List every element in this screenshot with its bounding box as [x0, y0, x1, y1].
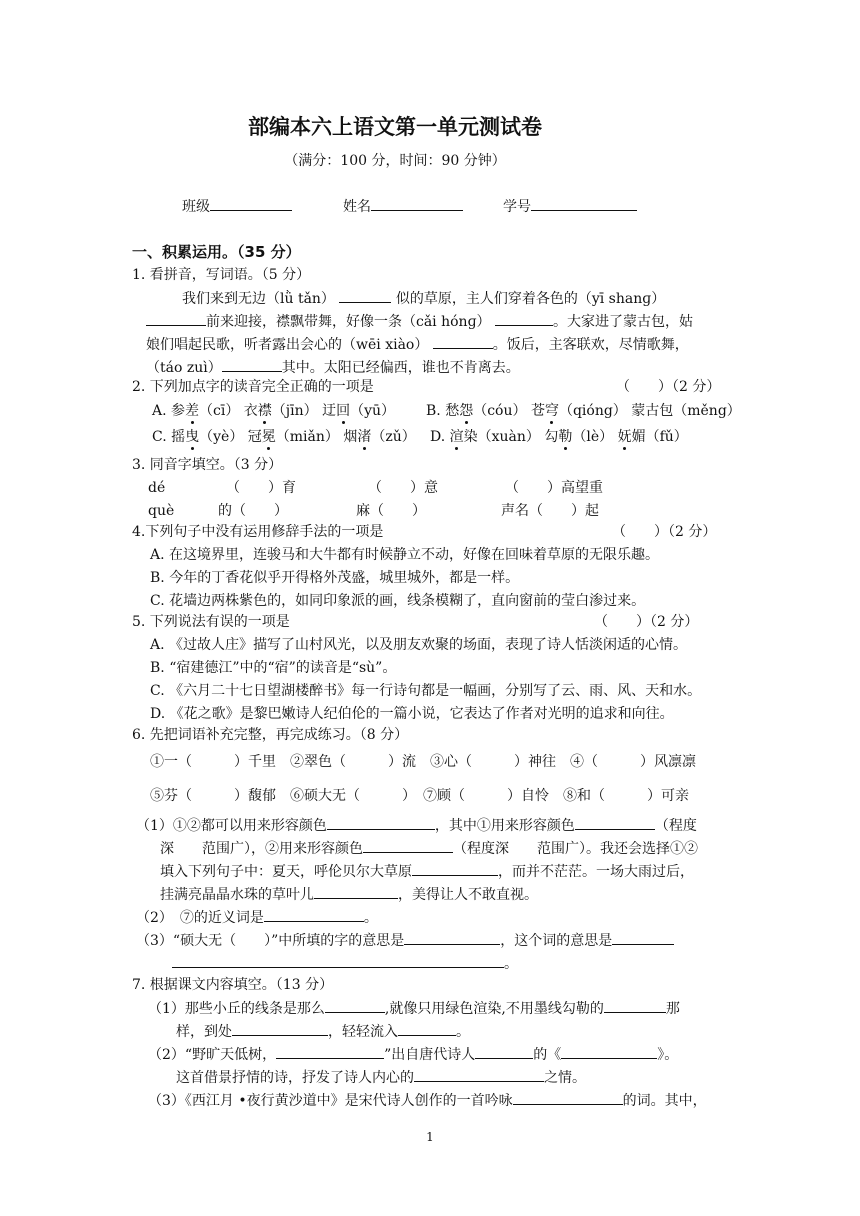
q7-item2-line2: 这首借景抒情的诗，抒发了诗人内心的 之情。	[176, 1067, 586, 1088]
q3-blank[interactable]: （ ）意	[368, 480, 438, 496]
q3-stem: 3. 同音字填空。（3 分）	[132, 457, 283, 473]
answer-blank[interactable]	[495, 311, 553, 326]
q6-sub3-line2: 。	[172, 953, 518, 974]
page-subtitle: （满分：100 分，时间：90 分钟）	[284, 153, 506, 169]
answer-blank[interactable]	[264, 907, 364, 922]
q2-option-d[interactable]: D. 渲染（xuàn） 勾勒（lè） 妩媚（fǔ）	[430, 429, 688, 445]
answer-blank[interactable]	[172, 953, 504, 968]
answer-blank[interactable]	[314, 884, 398, 899]
answer-blank[interactable]	[561, 1044, 657, 1059]
q6-sub1-line1: （1）①②都可以用来形容颜色 ，其中①用来形容颜色 （程度	[136, 815, 697, 836]
q7-item2-line1: （2）“野旷天低树， ”出自唐代诗人 的《 》。	[148, 1044, 678, 1065]
q4-option-a[interactable]: A. 在这境界里，连骏马和大牛都有时候静立不动，好像在回味着草原的无限乐趣。	[150, 547, 660, 563]
q5-option-a[interactable]: A. 《过故人庄》描写了山村风光，以及朋友欢聚的场面，表现了诗人恬淡闲适的心情。	[150, 637, 688, 653]
q6-sub1-line3: 填入下列句子中：夏天，呼伦贝尔大草原 ，而并不茫茫。一场大雨过后，	[160, 861, 694, 882]
q7-item1-line1: （1）那些小丘的线条是那么 ,就像只用绿色渲染,不用墨线勾勒的 那	[148, 998, 680, 1019]
q5-answer-slot[interactable]: （ ）（2 分）	[594, 614, 699, 630]
q3-blank[interactable]: 麻（ ）	[356, 503, 426, 519]
answer-blank[interactable]	[612, 930, 674, 945]
q6-sub3-line1: （3）“硕大无（ ）”中所填的字的意思是 ，这个词的意思是	[136, 930, 674, 951]
q7-item3-line1: （3）《西江月 •夜行黄沙道中》是宋代诗人创作的一首吟咏 的词。其中，	[148, 1090, 707, 1111]
answer-blank[interactable]	[325, 998, 385, 1013]
name-field[interactable]: 姓名	[343, 196, 463, 217]
q2-option-b[interactable]: B. 愁怨（cóu） 苍穹（qióng） 蒙古包（měng）	[426, 403, 741, 419]
section-heading: 一、积累运用。（35 分）	[132, 243, 301, 261]
answer-blank[interactable]	[327, 815, 435, 830]
q1-line1: 我们来到无边（lǜ tǎn） 似的草原，主人们穿着各色的（yī shanɡ）	[182, 288, 665, 309]
page-title: 部编本六上语文第一单元测试卷	[248, 115, 542, 139]
answer-blank[interactable]	[513, 1090, 623, 1105]
q7-stem: 7. 根据课文内容填空。（13 分）	[132, 977, 334, 993]
answer-blank[interactable]	[414, 1067, 544, 1082]
class-field[interactable]: 班级	[182, 196, 292, 217]
answer-blank[interactable]	[575, 815, 655, 830]
q4-stem: 4.下列句子中没有运用修辞手法的一项是	[132, 524, 384, 540]
q1-line3: 娘们唱起民歌，听者露出会心的（wēi xiào） 。饭后，主客联欢，尽情歌舞，	[146, 334, 689, 355]
q4-option-c[interactable]: C. 花墙边两株紫色的，如同印象派的画，线条模糊了，直向窗前的莹白渗过来。	[150, 593, 646, 609]
q5-option-c[interactable]: C. 《六月二十七日望湖楼醉书》每一行诗句都是一幅画，分别写了云、雨、风、天和水。	[150, 683, 702, 699]
q2-option-c[interactable]: C. 摇曳（yè） 冠冕（miǎn） 烟渚（zǔ）	[152, 429, 416, 445]
answer-blank[interactable]	[146, 311, 206, 326]
q6-sub1-line4: 挂满亮晶晶水珠的草叶儿 ，美得让人不敢直视。	[160, 884, 538, 905]
q4-answer-slot[interactable]: （ ）（2 分）	[612, 524, 717, 540]
answer-blank[interactable]	[475, 1044, 533, 1059]
answer-blank[interactable]	[604, 998, 666, 1013]
answer-blank[interactable]	[398, 1021, 456, 1036]
q5-option-b[interactable]: B. “宿建德江”中的“宿”的读音是“sù”。	[150, 660, 397, 676]
q1-line2: 前来迎接，襟飘带舞，好像一条（cǎi hónɡ） 。大家进了蒙古包，姑	[146, 311, 693, 332]
q2-stem: 2. 下列加点字的读音完全正确的一项是	[132, 379, 374, 395]
q6-stem: 6. 先把词语补充完整，再完成练习。（8 分）	[132, 727, 409, 743]
q6-row1[interactable]: ①一（ ）千里 ②翠色（ ）流 ③心（ ）神往 ④（ ）风凛凛	[150, 754, 696, 770]
q1-line4: （táo zuì） 其中。太阳已经偏西，谁也不肯离去。	[146, 357, 520, 378]
answer-blank[interactable]	[222, 357, 282, 372]
q1-stem: 1. 看拼音，写词语。（5 分）	[132, 267, 311, 283]
answer-blank[interactable]	[433, 334, 493, 349]
q3-blank[interactable]: 的（ ）	[218, 503, 288, 519]
q3-blank[interactable]: 声名（ ）起	[501, 503, 599, 519]
q2-answer-slot[interactable]: （ ）（2 分）	[616, 379, 721, 395]
answer-blank[interactable]	[412, 861, 498, 876]
q6-row2[interactable]: ⑤芬（ ）馥郁 ⑥硕大无（ ） ⑦顾（ ）自怜 ⑧和（ ）可亲	[150, 788, 689, 804]
answer-blank[interactable]	[363, 838, 453, 853]
q2-option-a[interactable]: A. 参差（cī） 衣襟（jīn） 迂回（yū）	[152, 403, 396, 419]
q3-blank[interactable]: （ ）高望重	[505, 480, 603, 496]
answer-blank[interactable]	[339, 288, 391, 303]
answer-blank[interactable]	[404, 930, 500, 945]
q3-blank[interactable]: （ ）育	[226, 480, 296, 496]
q3-pinyin-que: què	[148, 503, 175, 519]
q4-option-b[interactable]: B. 今年的丁香花似乎开得格外茂盛，城里城外，都是一样。	[150, 570, 520, 586]
q7-item1-line2: 样，到处 ，轻轻流入 。	[176, 1021, 470, 1042]
answer-blank[interactable]	[276, 1044, 384, 1059]
answer-blank[interactable]	[232, 1021, 328, 1036]
q5-option-d[interactable]: D. 《花之歌》是黎巴嫩诗人纪伯伦的一篇小说，它表达了作者对光明的追求和向往。	[150, 706, 674, 722]
q6-sub1-line2: 深 范围广），②用来形容颜色 （程度深 范围广）。我还会选择①②	[160, 838, 698, 859]
q6-sub2: （2） ⑦的近义词是 。	[136, 907, 378, 928]
q5-stem: 5. 下列说法有误的一项是	[132, 614, 290, 630]
q3-pinyin-de: dé	[148, 480, 166, 496]
student-number-field[interactable]: 学号	[503, 196, 637, 217]
page-number: 1	[426, 1130, 434, 1144]
